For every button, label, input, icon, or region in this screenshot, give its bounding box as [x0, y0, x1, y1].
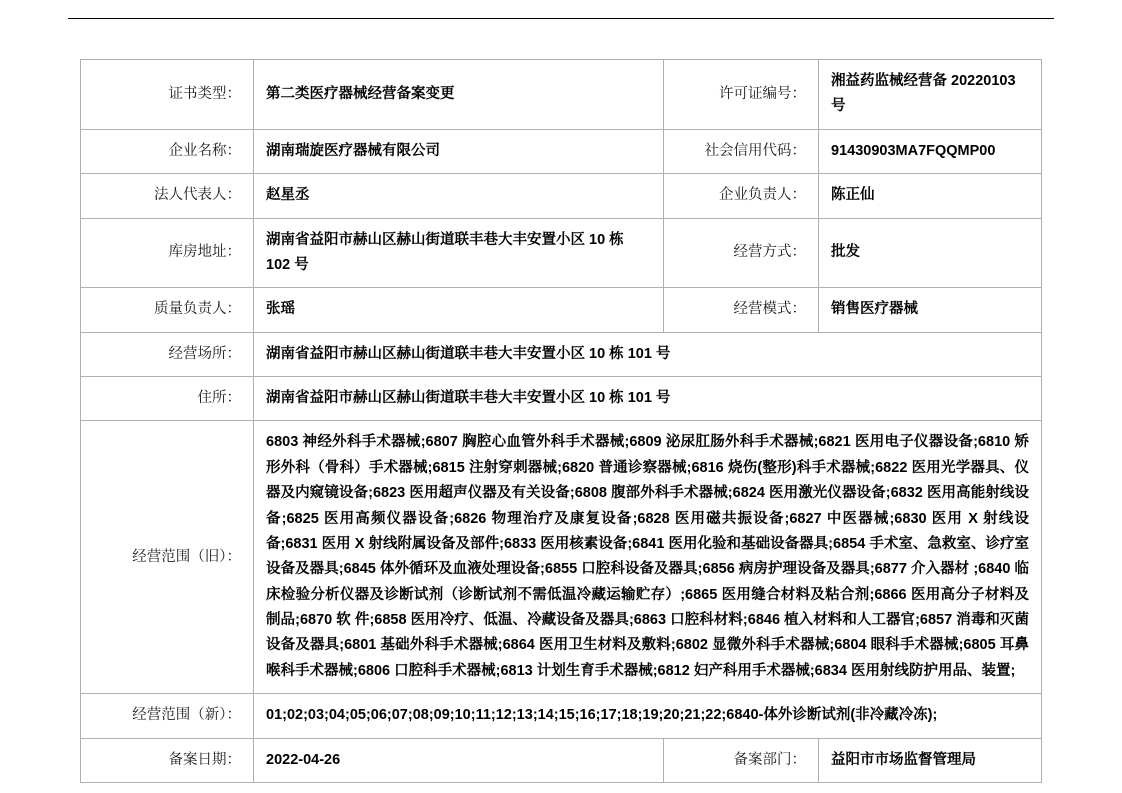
table-row: [81, 288, 1042, 332]
filing-dept-value: 益阳市市场监督管理局: [819, 738, 1042, 782]
scope-old-label: 经营范围（旧）：: [81, 421, 254, 694]
warehouse-address-value: 湖南省益阳市赫山区赫山街道联丰巷大丰安置小区 10 栋 102 号: [254, 218, 664, 288]
warehouse-address-label: 库房地址：: [81, 218, 254, 288]
cert-type-value: 第二类医疗器械经营备案变更: [254, 60, 664, 130]
scope-new-value: 01;02;03;04;05;06;07;08;09;10;11;12;13;14;15;16;17;18;19;20;21;22;6840-体外诊断试剂(非冷藏冷冻);: [254, 694, 1042, 738]
credit-code-value: 91430903MA7FQQMP00: [819, 129, 1042, 173]
legal-rep-label: 法人代表人：: [81, 174, 254, 218]
license-number-label: 许可证编号：: [664, 60, 819, 130]
table-row: [81, 218, 1042, 288]
legal-rep-value: 赵星丞: [254, 174, 664, 218]
residence-value: 湖南省益阳市赫山区赫山街道联丰巷大丰安置小区 10 栋 101 号: [254, 377, 1042, 421]
table-row: [81, 174, 1042, 218]
residence-label: 住所：: [81, 377, 254, 421]
table-row: [81, 60, 1042, 130]
business-site-label: 经营场所：: [81, 332, 254, 376]
cert-type-label: 证书类型：: [81, 60, 254, 130]
enterprise-head-value: 陈正仙: [819, 174, 1042, 218]
license-details-table: [80, 59, 1042, 783]
business-method-label: 经营方式：: [664, 218, 819, 288]
business-method-value: 批发: [819, 218, 1042, 288]
enterprise-head-label: 企业负责人：: [664, 174, 819, 218]
table-row: [81, 377, 1042, 421]
quality-head-label: 质量负责人：: [81, 288, 254, 332]
company-name-label: 企业名称：: [81, 129, 254, 173]
table-row: [81, 694, 1042, 738]
table-row: [81, 421, 1042, 694]
header-divider: [68, 18, 1054, 19]
table-row: [81, 738, 1042, 782]
business-site-value: 湖南省益阳市赫山区赫山街道联丰巷大丰安置小区 10 栋 101 号: [254, 332, 1042, 376]
credit-code-label: 社会信用代码：: [664, 129, 819, 173]
filing-date-label: 备案日期：: [81, 738, 254, 782]
scope-new-label: 经营范围（新）：: [81, 694, 254, 738]
filing-dept-label: 备案部门：: [664, 738, 819, 782]
quality-head-value: 张瑶: [254, 288, 664, 332]
company-name-value: 湖南瑞旋医疗器械有限公司: [254, 129, 664, 173]
business-mode-value: 销售医疗器械: [819, 288, 1042, 332]
filing-date-value: 2022-04-26: [254, 738, 664, 782]
table-row: [81, 129, 1042, 173]
table-row: [81, 332, 1042, 376]
license-number-value: 湘益药监械经营备 20220103 号: [819, 60, 1042, 130]
scope-old-value: 6803 神经外科手术器械;6807 胸腔心血管外科手术器械;6809 泌尿肛肠外科手术器械;6821 医用电子仪器设备;6810 矫形外科（骨科）手术器械;6815 注射穿刺器械;6820 普通诊察器械;6816 烧伤(整形)科手术器械;6822 医用光学器具、仪器及内窥镜设备;6823 医用超声仪器及有关设备;6808 腹部外科手术器械;6824 医用激光仪器设备;6832 医用高能射线设备;6825 医用高频仪器设备;6826 物理治疗及康复设备;6828 医用磁共振设备;6827 中医器械;6830 医用 X 射线设备;6831 医用 X 射线附属设备及部件;6833 医用核素设备;6841 医用化验和基础设备器具;6854 手术室、急救室、诊疗室设备及器具;6845 体外循环及血液处理设备;6855 口腔科设备及器具;6856 病房护理设备及器具;6877 介入器材 ;6840 临床检验分析仪器及诊断试剂（诊断试剂不需低温冷藏运输贮存）;6865 医用缝合材料及粘合剂;6866 医用高分子材料及制品;6870 软 件;6858 医用冷疗、低温、冷藏设备及器具;6863 口腔科材料;6846 植入材料和人工器官;6857 消毒和灭菌设备及器具;6801 基础外科手术器械;6864 医用卫生材料及敷料;6802 显微外科手术器械;6804 眼科手术器械;6805 耳鼻喉科手术器械;6806 口腔科手术器械;6813 计划生育手术器械;6812 妇产科用手术器械;6834 医用射线防护用品、装置;: [254, 421, 1042, 694]
business-mode-label: 经营模式：: [664, 288, 819, 332]
